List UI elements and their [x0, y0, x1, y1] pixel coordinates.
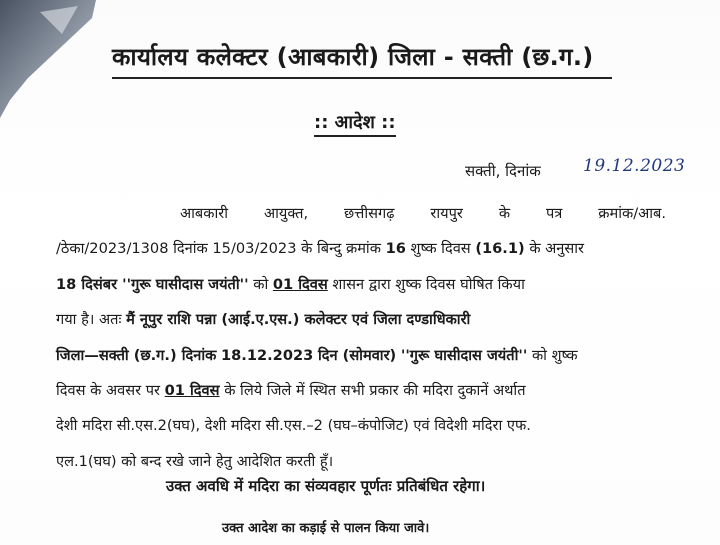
office-title: कार्यालय कलेक्टर (आबकारी) जिला - सक्ती (छ.ग.): [112, 43, 594, 71]
body-line-8: एल.1(घघ) को बन्द रखे जाने हेतु आदेशित करती हूँ।: [56, 452, 334, 470]
order-body: [56, 196, 666, 479]
body-line-2: /ठेका/2023/1308 दिनांक 15/03/2023 के बिन्दु क्रमांक 16 शुष्क दिवस (16.1) के अनुसार: [56, 240, 585, 258]
date-label: सक्ती, दिनांक: [465, 162, 541, 180]
prohibition-statement: उक्त अवधि में मदिरा का संव्यवहार पूर्णतः प्रतिबंधित रहेगा।: [166, 477, 486, 495]
body-line-6: दिवस के अवसर पर 01 दिवस के लिये जिले में स्थित सभी प्रकार की मदिरा दुकानें अर्थात: [56, 382, 526, 400]
body-line-5: जिला—सक्ती (छ.ग.) दिनांक 18.12.2023 दिन (सोमवार) ''गुरू घासीदास जयंती'' को शुष्क: [56, 346, 578, 364]
order-heading: :: आदेश ::: [314, 110, 396, 137]
body-line-7: देशी मदिरा सी.एस.2(घघ), देशी मदिरा सी.एस.–2 (घघ–कंपोजिट) एवं विदेशी मदिरा एफ.: [56, 417, 531, 435]
body-line-1: आबकारी आयुक्त, छत्तीसगढ़ रायपुर के पत्र क्रमांक/आब.: [180, 205, 666, 222]
date-handwritten: 19.12.2023: [583, 156, 686, 176]
body-line-3: 18 दिसंबर ''गुरू घासीदास जयंती'' को 01 दिवस शासन द्वारा शुष्क दिवस घोषित किया: [56, 275, 525, 293]
page-fold-shadow: [0, 0, 100, 130]
body-line-4: गया है। अतः मैं नूपुर राशि पन्ना (आई.ए.एस.) कलेक्टर एवं जिला दण्डाधिकारी: [56, 311, 471, 329]
title-underline: [112, 77, 612, 79]
compliance-statement: उक्त आदेश का कड़ाई से पालन किया जावे।: [222, 521, 430, 536]
